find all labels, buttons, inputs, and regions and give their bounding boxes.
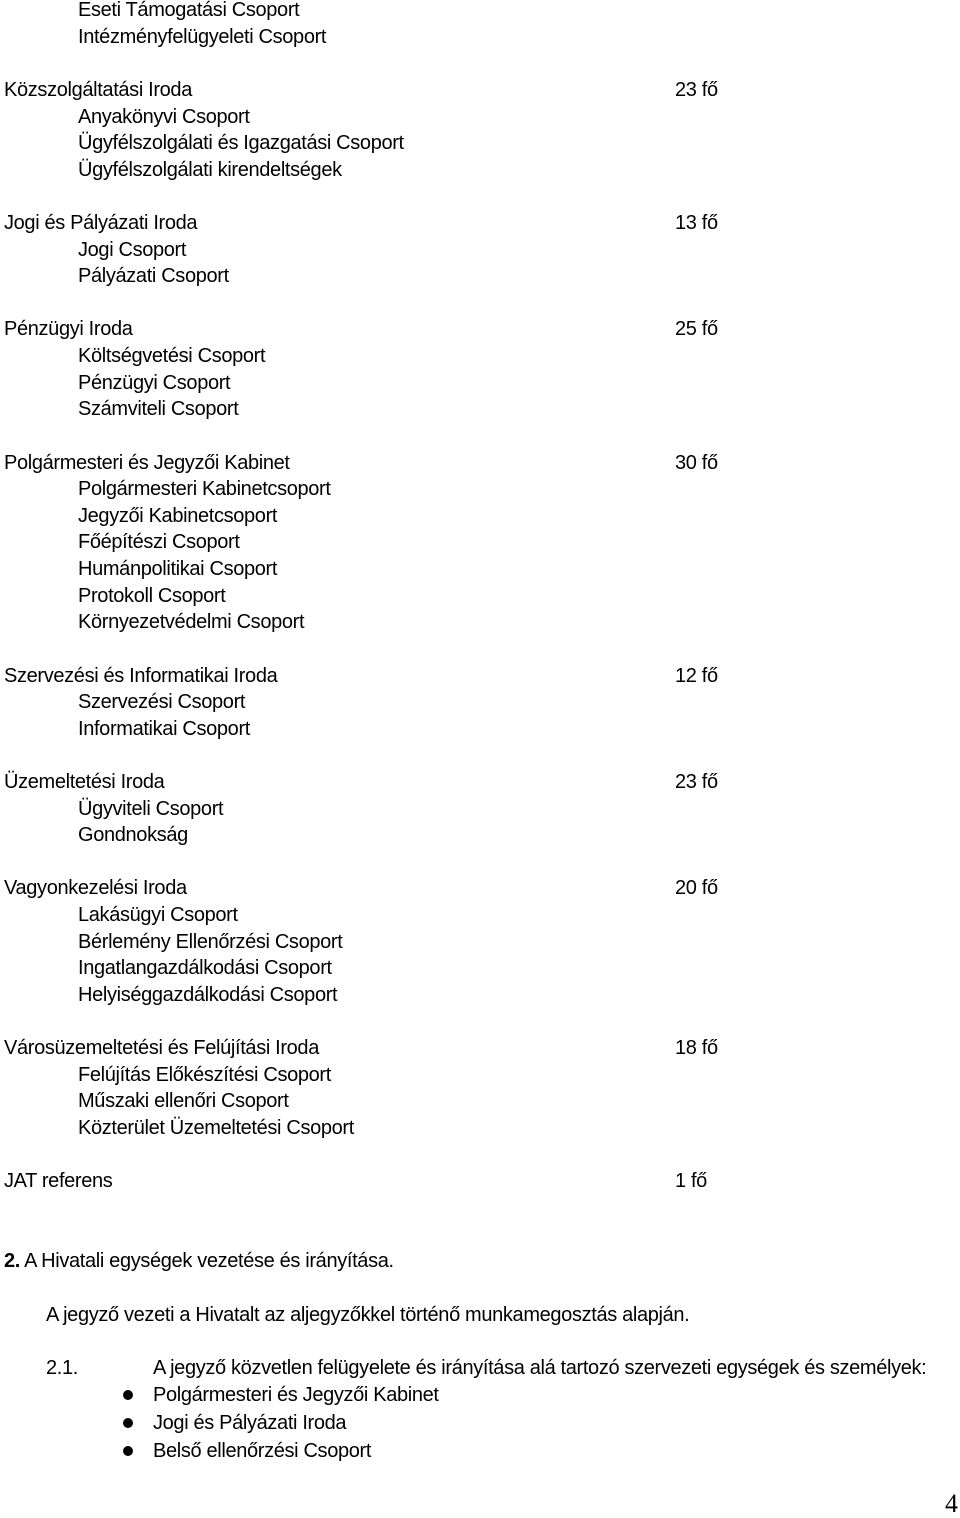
group-line: Ingatlangazdálkodási Csoport — [78, 957, 332, 979]
unit-count: 1 fő — [675, 1170, 707, 1192]
unit-name: Jogi és Pályázati Iroda — [4, 212, 198, 234]
bullet-item: Jogi és Pályázati Iroda — [153, 1412, 347, 1434]
group-line: Eseti Támogatási Csoport — [78, 0, 300, 21]
group-line: Informatikai Csoport — [78, 718, 250, 740]
group-line: Gondnokság — [78, 824, 188, 846]
group-line: Intézményfelügyeleti Csoport — [78, 26, 327, 48]
group-line: Ügyfélszolgálati és Igazgatási Csoport — [78, 132, 404, 154]
group-line: Költségvetési Csoport — [78, 345, 266, 367]
unit-count: 23 fő — [675, 79, 718, 101]
group-line: Protokoll Csoport — [78, 585, 226, 607]
unit-count: 13 fő — [675, 212, 718, 234]
group-line: Jegyzői Kabinetcsoport — [78, 505, 278, 527]
bullet-item: Belső ellenőrzési Csoport — [153, 1440, 372, 1462]
unit-count: 23 fő — [675, 771, 718, 793]
bullet-dot-icon — [123, 1418, 133, 1428]
unit-name: Szervezési és Informatikai Iroda — [4, 665, 278, 687]
section-paragraph: A jegyző vezeti a Hivatalt az aljegyzőkkel történő munkamegosztás alapján. — [46, 1304, 690, 1326]
group-line: Bérlemény Ellenőrzési Csoport — [78, 931, 343, 953]
subsection-number: 2.1. — [46, 1357, 78, 1379]
group-line: Szervezési Csoport — [78, 691, 246, 713]
unit-name: Pénzügyi Iroda — [4, 318, 133, 340]
group-line: Polgármesteri Kabinetcsoport — [78, 478, 331, 500]
unit-name: JAT referens — [4, 1170, 113, 1192]
group-line: Közterület Üzemeltetési Csoport — [78, 1117, 354, 1139]
group-line: Műszaki ellenőri Csoport — [78, 1090, 289, 1112]
group-line: Főépítészi Csoport — [78, 531, 240, 553]
group-line: Humánpolitikai Csoport — [78, 558, 278, 580]
unit-count: 18 fő — [675, 1037, 718, 1059]
unit-count: 30 fő — [675, 452, 718, 474]
unit-name: Polgármesteri és Jegyzői Kabinet — [4, 452, 290, 474]
group-line: Helyiséggazdálkodási Csoport — [78, 984, 338, 1006]
group-line: Lakásügyi Csoport — [78, 904, 238, 926]
bullet-item: Polgármesteri és Jegyzői Kabinet — [153, 1384, 439, 1406]
page-number: 4 — [945, 1489, 958, 1518]
unit-count: 20 fő — [675, 877, 718, 899]
group-line: Pénzügyi Csoport — [78, 372, 231, 394]
section-heading — [4, 1249, 394, 1273]
group-line: Számviteli Csoport — [78, 398, 239, 420]
bullet-dot-icon — [123, 1390, 133, 1400]
group-line: Környezetvédelmi Csoport — [78, 611, 305, 633]
group-line: Ügyviteli Csoport — [78, 798, 224, 820]
section-number: 2. — [4, 1250, 20, 1272]
group-line: Jogi Csoport — [78, 239, 187, 261]
group-line: Ügyfélszolgálati kirendeltségek — [78, 159, 342, 181]
group-line: Pályázati Csoport — [78, 265, 229, 287]
unit-name: Közszolgáltatási Iroda — [4, 79, 192, 101]
section-title: A Hivatali egységek vezetése és irányítása. — [24, 1250, 394, 1272]
group-line: Anyakönyvi Csoport — [78, 106, 250, 128]
unit-name: Üzemeltetési Iroda — [4, 771, 165, 793]
bullet-dot-icon — [123, 1446, 133, 1456]
unit-name: Vagyonkezelési Iroda — [4, 877, 187, 899]
unit-count: 25 fő — [675, 318, 718, 340]
group-line: Felújítás Előkészítési Csoport — [78, 1064, 331, 1086]
unit-name: Városüzemeltetési és Felújítási Iroda — [4, 1037, 319, 1059]
unit-count: 12 fő — [675, 665, 718, 687]
subsection-text: A jegyző közvetlen felügyelete és irányítása alá tartozó szervezeti egységek és személyek: — [153, 1357, 927, 1379]
